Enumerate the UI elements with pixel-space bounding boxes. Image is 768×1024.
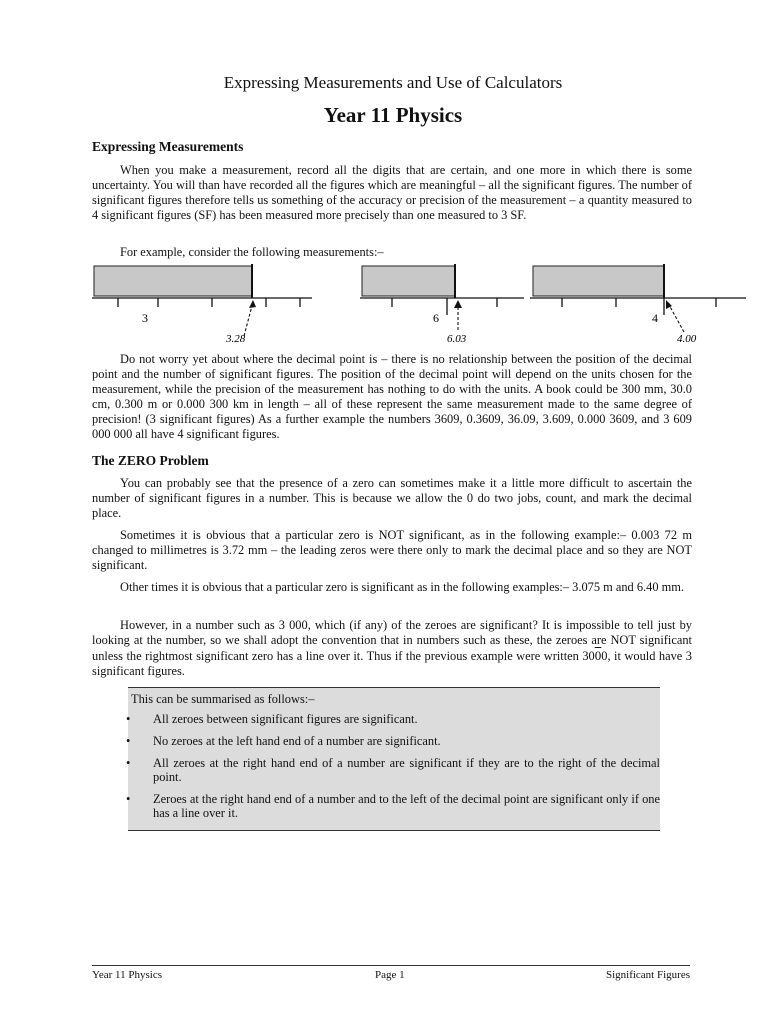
bullet-icon: • bbox=[126, 792, 131, 806]
paragraph-decimal-point: Do not worry yet about where the decimal point is – there is no relationship between the position of the decimal point and the number of significant figures. The position of the decimal point will depend on the units chosen for the measurement, while the precision of the measurement has nothing to do with the units. A book could be 300 mm, 30.0 cm, 0.300 m or 0.000 300 km in length – all of these represent the same measurement made to the same degree of precision! (3 significant figures) As a further example the numbers 3609, 0.3609, 36.09, 3.609, 0.000 3609, and 3 609 000 000 all have 4 significant figures. bbox=[92, 352, 692, 441]
measured-object-2 bbox=[362, 266, 455, 296]
ruler-3 bbox=[530, 264, 746, 345]
paragraph-zero-convention bbox=[92, 618, 692, 679]
bullet-icon: • bbox=[126, 756, 131, 770]
bullet-icon: • bbox=[126, 712, 131, 726]
reading-label-3: 4.00 bbox=[677, 333, 697, 345]
reading-label-2: 6.03 bbox=[447, 333, 467, 345]
summary-item: • All zeroes at the right hand end of a number are significant if they are to the right of the decimal point. bbox=[126, 756, 660, 784]
page-footer bbox=[92, 965, 690, 981]
summary-item: • No zeroes at the left hand end of a number are significant. bbox=[126, 734, 441, 748]
summary-intro: This can be summarised as follows:– bbox=[131, 692, 315, 706]
document-subtitle: Expressing Measurements and Use of Calculators bbox=[223, 73, 563, 92]
paragraph-zero-intro: You can probably see that the presence of a zero can sometimes make it a little more difficult to ascertain the number of significant figures in a number. This is because we allow the 0 do two jobs, count, and mark the decimal place. bbox=[92, 476, 692, 520]
footer-left: Year 11 Physics bbox=[92, 969, 162, 981]
footer-page-number: Page 1 bbox=[375, 969, 405, 981]
section-heading-zero-problem: The ZERO Problem bbox=[92, 453, 209, 468]
summary-list bbox=[128, 712, 660, 828]
pointer-arrow-3 bbox=[668, 303, 684, 332]
measured-object-1 bbox=[94, 266, 252, 296]
section-heading-measurements: Expressing Measurements bbox=[92, 139, 244, 154]
summary-item: • All zeroes between significant figures are significant. bbox=[126, 712, 418, 726]
overlined-zero: 0 bbox=[594, 648, 602, 663]
ruler-2 bbox=[360, 264, 524, 345]
measured-object-3 bbox=[533, 266, 664, 296]
measurement-diagram bbox=[92, 262, 752, 348]
paragraph-example-lead: For example, consider the following measurements:– bbox=[120, 245, 384, 259]
overlined-number: 3000 bbox=[582, 648, 608, 663]
tick-label-2: 6 bbox=[433, 311, 439, 325]
bullet-icon: • bbox=[126, 734, 131, 748]
summary-box bbox=[128, 687, 660, 831]
convention-text-b: , it would have 3 significant figures. bbox=[92, 649, 692, 678]
paragraph-measurements-intro: When you make a measurement, record all the digits that are certain, and one more in which there is some uncertainty. You will than have recorded all the figures which are meaningful – all the significant figures. The number of significant figures therefore tells us something of the accuracy or precision of the measurement – a quantity measured to 4 significant figures (SF) has been measured more precisely than one measured to 3 SF. bbox=[92, 163, 692, 222]
reading-label-1: 3.28 bbox=[226, 333, 246, 345]
summary-item: • Zeroes at the right hand end of a number and to the left of the decimal point are significant only if one has a line over it. bbox=[126, 792, 660, 820]
paragraph-zero-not-significant: Sometimes it is obvious that a particular zero is NOT significant, as in the following example:– 0.003 72 m changed to millimetres is 3.72 mm – the leading zeros were there only to mark the decimal place and so they are NOT significant. bbox=[92, 528, 692, 572]
tick-label-1: 3 bbox=[142, 311, 148, 325]
paragraph-zero-significant: Other times it is obvious that a particular zero is significant as in the following examples:– 3.075 m and 6.40 mm. bbox=[120, 580, 685, 594]
ruler-1 bbox=[92, 264, 312, 345]
tick-label-3: 4 bbox=[652, 311, 658, 325]
convention-text-a: However, in a number such as 3 000, which (if any) of the zeroes are significant? It is impossible to tell just by looking at the number, so we shall adopt the convention that in numbers such as these, the zeroes are NOT significant unless the rightmost significant zero has a line over it. Thus if the previous example were written bbox=[92, 618, 692, 663]
document-title: Year 11 Physics bbox=[323, 103, 463, 127]
footer-right: Significant Figures bbox=[605, 969, 690, 981]
